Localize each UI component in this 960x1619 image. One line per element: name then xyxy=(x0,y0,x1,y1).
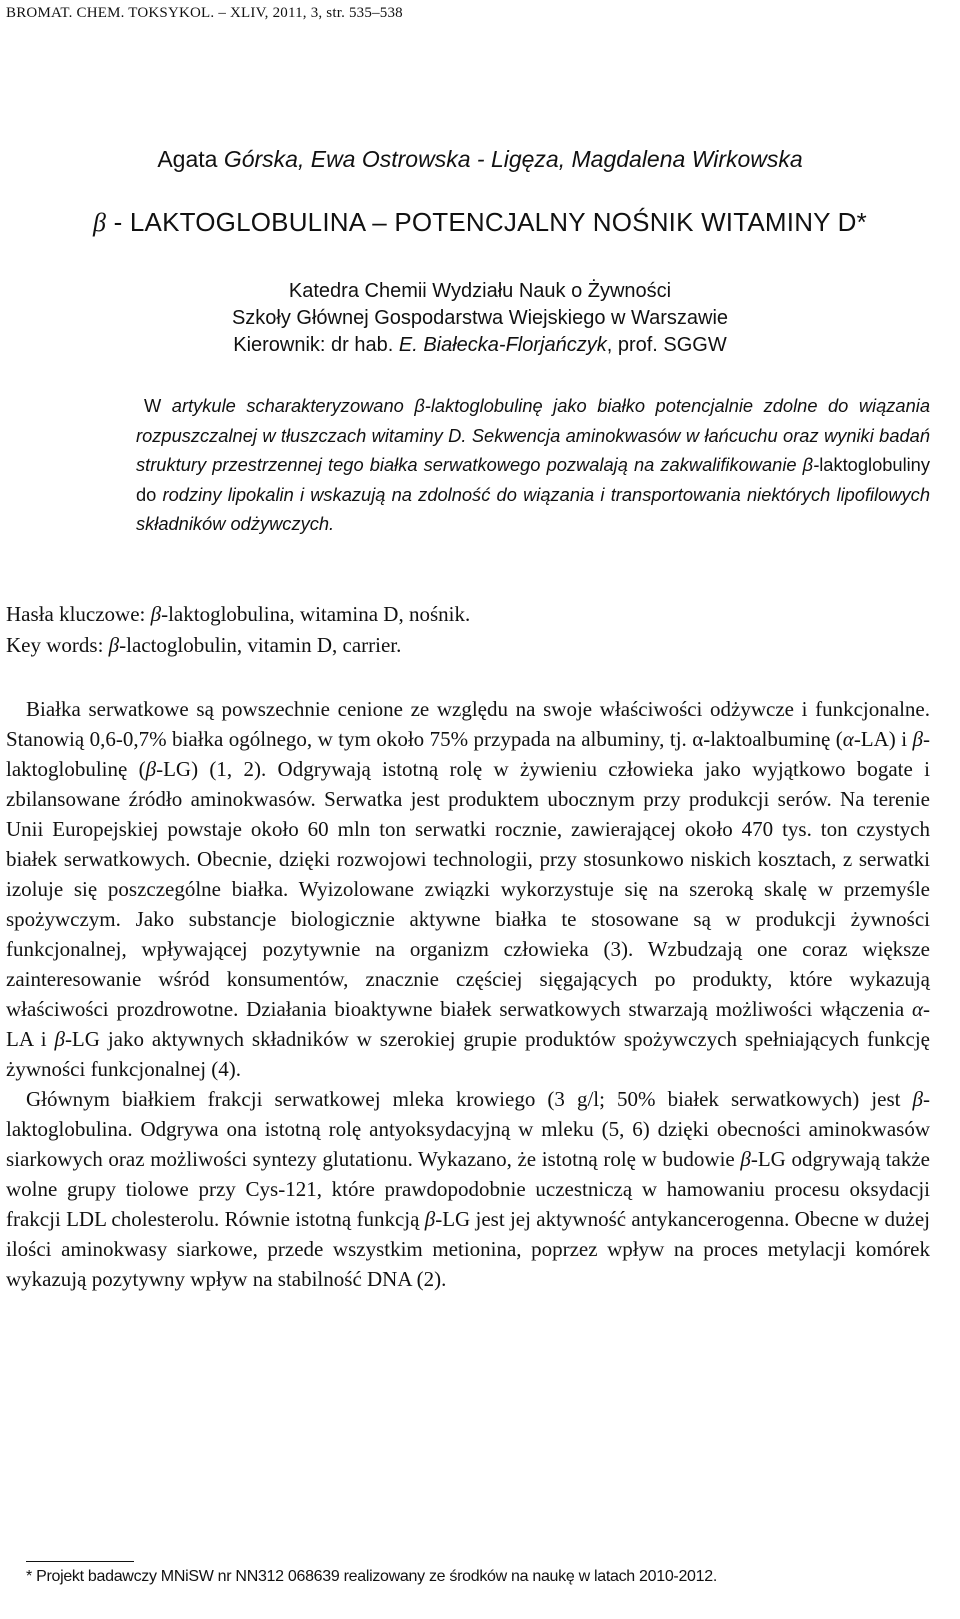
footnote: * Projekt badawczy MNiSW nr NN312 068639 realizowany ze środków na naukę w latach 2010-2012. xyxy=(26,1568,718,1585)
body-paragraph-2 xyxy=(6,1084,930,1294)
journal-header: BROMAT. CHEM. TOKSYKOL. – XLIV, 2011, 3, str. 535–538 xyxy=(6,5,403,21)
p1-alpha: α xyxy=(842,727,854,751)
keywords-pl-label: Hasła kluczowe: xyxy=(6,602,151,626)
p1-text-d: -LG) (1, 2). Odgrywają istotną rolę w żywieniu człowieka jako wyjątkowo bogate i zbilansowane źródło aminokwasów. Serwatka jest produktem ubocznym przy produkcji serów. Na terenie Unii Europejskiej powstaje około 60 mln ton serwatki rocznie, zawierającej około 470 tys. ton czystych białek serwatkowych. Obecnie, dzięki rozwojowi technologii, przy stosunkowo niskich kosztach, z serwatki izoluje się poszczególne białka. Wyizolowane związki wykorzystuje się na szeroką skalę w przemyśle spożywczym. Jako substancje biologicznie aktywne białka te stosowane są w produkcji żywności funkcjonalnej, wpływającej pozytywnie na organizm człowieka (3). Wzbudzają one coraz większe zainteresowanie wśród konsumentów, znacznie częściej sięgających po produkty, które wykazują właściwości prozdrowotne. Działania bioaktywne białek serwatkowych stwarzają możliwości włączenia xyxy=(6,757,930,1021)
p1-alpha-2: α xyxy=(911,997,923,1021)
article-title xyxy=(0,207,960,238)
abstract xyxy=(136,391,930,539)
keywords-pl-beta: β xyxy=(150,602,162,626)
affiliation-line-1: Katedra Chemii Wydziału Nauk o Żywności xyxy=(288,280,672,302)
title-beta-symbol: β xyxy=(93,208,107,237)
abstract-paragraph xyxy=(136,391,930,539)
keywords-en-beta: β xyxy=(108,633,120,657)
p1-text-b: -LA) i xyxy=(853,727,913,751)
title-text: - LAKTOGLOBULINA – POTENCJALNY NOŚNIK WITAMINY D* xyxy=(106,207,867,237)
p1-text-e: -LA i xyxy=(6,997,930,1051)
keywords-block xyxy=(6,599,930,661)
p1-beta-1: β xyxy=(912,727,923,751)
p2-text-b: -laktoglobulina. Odgrywa ona istotną rolę antyoksydacyjną w mleku (5, 6) dzięki obecności aminokwasów siarkowych oraz możliwości syntezy glutationu. Wykazano, że istotną rolę w budowie xyxy=(6,1087,930,1171)
head-suffix: , prof. SGGW xyxy=(606,334,727,356)
article-body xyxy=(6,694,930,1294)
department-head xyxy=(0,332,960,359)
author-1-first-name: Agata xyxy=(157,146,218,172)
p1-text-a: Białka serwatkowe są powszechnie cenione ze względu na swoje właściwości odżywcze i funkcjonalne. Stanowią 0,6-0,7% białka ogólnego, w tym około 75% przypada na albuminy, tj. α-laktoalbuminę ( xyxy=(6,697,930,751)
head-name: E. Białecka-Florjańczyk xyxy=(398,334,607,356)
author-3: Magdalena Wirkowska xyxy=(571,146,803,172)
p2-beta-3: β xyxy=(424,1207,436,1231)
p1-text-c: -laktoglobulinę ( xyxy=(6,727,930,781)
keywords-english xyxy=(6,630,930,661)
p2-beta-2: β xyxy=(740,1147,751,1171)
keywords-en-label: Key words: xyxy=(6,633,109,657)
affiliation-block xyxy=(0,278,960,359)
abstract-part-1: artykule scharakteryzowano β-laktoglobulinę jako białko potencjalnie zdolne do wiązania rozpuszczalnej w tłuszczach witaminy D. Sekwencja aminokwasów w łańcuchu oraz wyniki badań struktury przestrzennej tego białka serwatkowego pozwalają na zakwalifikowanie β- xyxy=(136,395,930,475)
p1-text-f: -LG jako aktywnych składników w szerokiej grupie produktów spożywczych spełniających funkcję żywności funkcjonalnej (4). xyxy=(6,1027,930,1081)
p1-beta-3: β xyxy=(54,1027,65,1051)
p2-text-a: Głównym białkiem frakcji serwatkowej mleka krowiego (3 g/l; 50% białek serwatkowych) jest xyxy=(26,1087,913,1111)
author-2: Ewa Ostrowska - Ligęza xyxy=(310,146,559,172)
p2-beta-1: β xyxy=(912,1087,923,1111)
p2-text-c: -LG odgrywają także wolne grupy tiolowe przy Cys-121, które prawdopodobnie uczestniczą w hamowaniu procesu oksydacji frakcji LDL cholesterolu. Równie istotną funkcją xyxy=(6,1147,930,1231)
authors-line: Agata Górska, Ewa Ostrowska - Ligęza, Magdalena Wirkowska xyxy=(157,146,803,172)
footnote-rule xyxy=(26,1561,134,1562)
keywords-pl-text: -laktoglobulina, witamina D, nośnik. xyxy=(161,602,471,626)
affiliation-line-2: Szkoły Głównej Gospodarstwa Wiejskiego w Warszawie xyxy=(231,307,729,329)
head-prefix: Kierownik: dr hab. xyxy=(233,334,399,356)
keywords-en-text: -lactoglobulin, vitamin D, carrier. xyxy=(119,633,402,657)
author-1-last-name: Górska xyxy=(223,146,298,172)
keywords-polish xyxy=(6,599,930,630)
body-paragraph-1 xyxy=(6,694,930,1084)
p2-text-d: -LG jest jej aktywność antykancerogenna. Obecne w dużej ilości aminokwasy siarkowe, przede wszystkim metionina, poprzez wpływ na proces metylacji komórek wykazują pozytywny wpływ na stabilność DNA (2). xyxy=(6,1207,930,1291)
abstract-part-2: rodziny lipokalin i wskazują na zdolność do wiązania i transportowania niektórych lipofilowych składników odżywczych. xyxy=(136,483,930,534)
abstract-upright-part: laktoglobuliny do xyxy=(136,454,930,505)
abstract-first-letter: W xyxy=(144,395,162,416)
p1-beta-2: β xyxy=(145,757,157,781)
